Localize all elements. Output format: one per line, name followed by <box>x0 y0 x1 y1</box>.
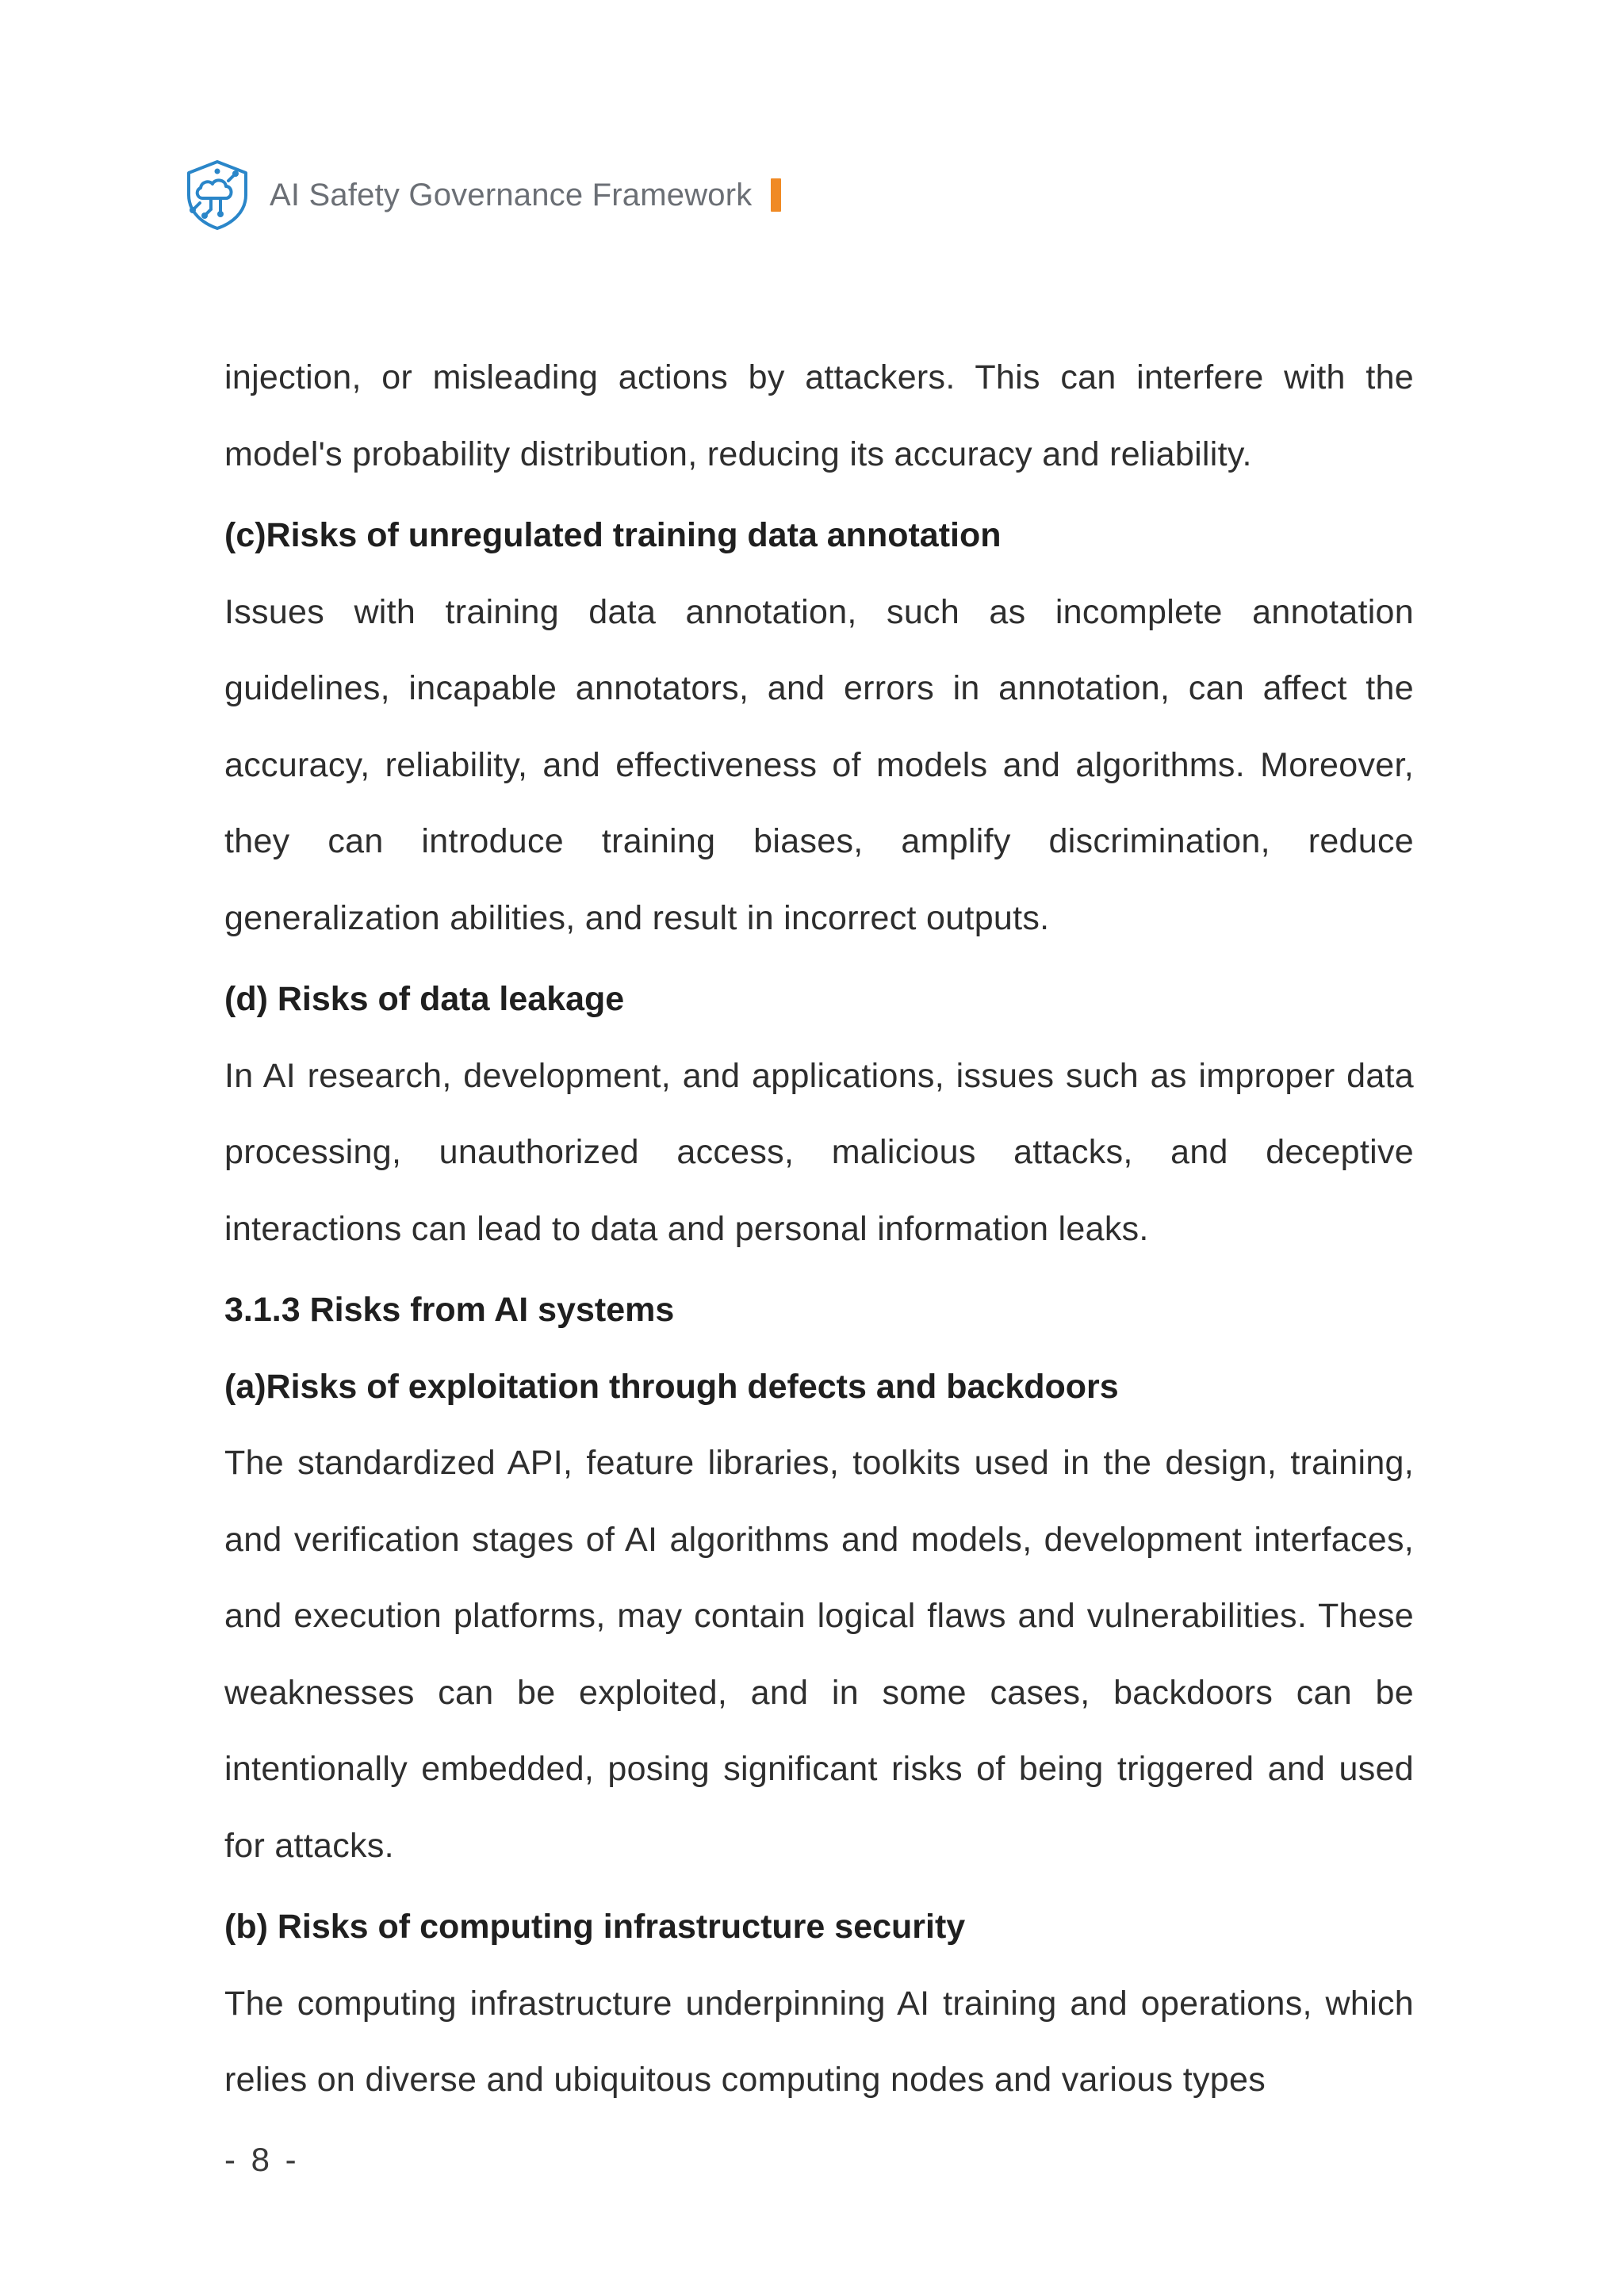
heading-training-data-annotation: (c)Risks of unregulated training data annotation <box>224 516 1002 554</box>
heading-data-leakage: (d) Risks of data leakage <box>224 980 625 1018</box>
page-header <box>179 157 781 233</box>
page-body <box>224 339 1414 2123</box>
heading-defects-backdoors: (a)Risks of exploitation through defects and backdoors <box>224 1367 1119 1406</box>
paragraph-computing-infrastructure: The computing infrastructure underpinning AI training and operations, which relies on diverse and ubiquitous computing nodes and various types <box>224 1984 1414 2099</box>
document-title: AI Safety Governance Framework <box>270 177 753 212</box>
paragraph-data-leakage: In AI research, development, and applications, issues such as improper data processing, unauthorized access, malicious attacks, and deceptive interactions can lead to data and personal information leaks. <box>224 1056 1414 1248</box>
paragraph-continuation: injection, or misleading actions by attackers. This can interfere with the model's probability distribution, reducing its accuracy and reliability. <box>224 358 1414 473</box>
section-heading-ai-systems: 3.1.3 Risks from AI systems <box>224 1291 675 1329</box>
page-number: - 8 - <box>224 2141 300 2178</box>
paragraph-defects-backdoors: The standardized API, feature libraries, toolkits used in the design, training, and verification stages of AI algorithms and models, development interfaces, and execution platforms, may contain logical flaws and vulnerabilities. These weaknesses can be exploited, and in some cases, backdoors can be intentionally embedded, posing significant risks of being triggered and used for attacks. <box>224 1444 1414 1865</box>
shield-circuit-cloud-icon <box>179 157 255 233</box>
header-accent-bar <box>771 178 781 212</box>
paragraph-training-data-annotation: Issues with training data annotation, such as incomplete annotation guidelines, incapable annotators, and errors in annotation, can affect the accuracy, reliability, and effectiveness of models and algorithms. Moreover, they can introduce training biases, amplify discrimination, reduce generalization abilities, and result in incorrect outputs. <box>224 592 1414 937</box>
heading-computing-infrastructure: (b) Risks of computing infrastructure security <box>224 1908 966 1946</box>
